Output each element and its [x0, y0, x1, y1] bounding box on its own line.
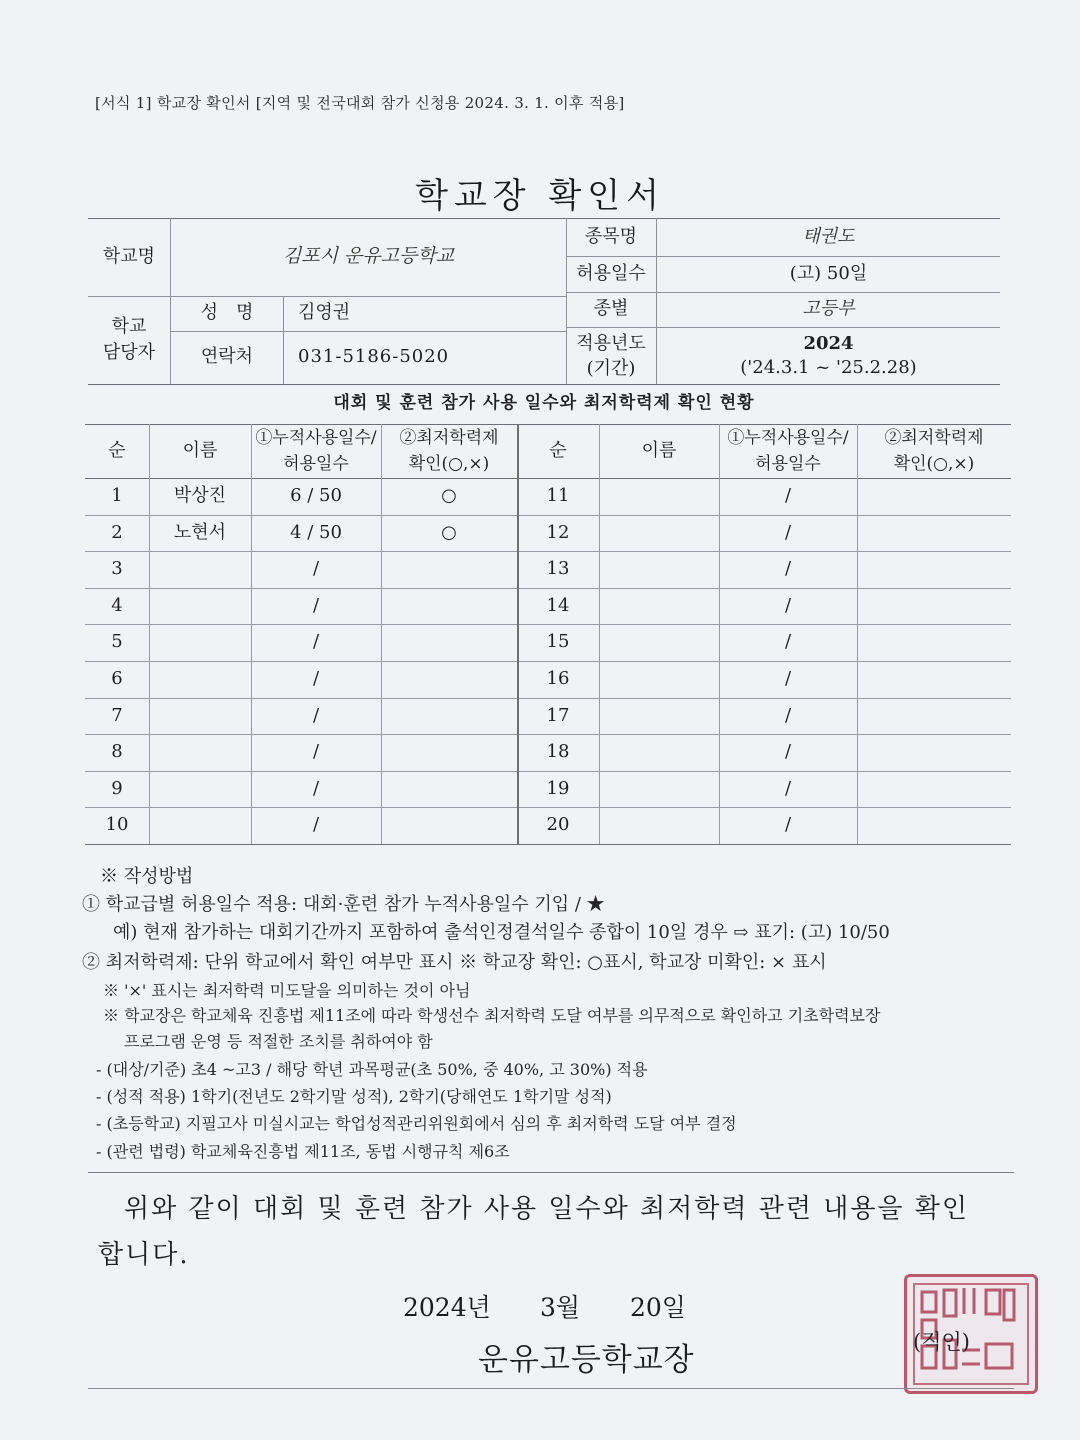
student-name [149, 551, 251, 588]
event-value: 태권도 [802, 225, 855, 247]
row-number: 15 [546, 631, 570, 653]
student-name [599, 515, 719, 552]
manager-label: 학교 [111, 315, 147, 337]
header-days-line1: ①누적사용일수/ [255, 428, 377, 449]
student-name [599, 661, 719, 698]
note-line: 예) 현재 참가하는 대회기간까지 포함하여 출석인정결석일수 종합이 10일 경우 ⇨ 표기: (고) 10/50 [113, 922, 890, 943]
allowed-days-label: 허용일수 [576, 262, 646, 284]
notes-divider [88, 1172, 1014, 1173]
row-number: 19 [546, 777, 570, 799]
min-academic-check [857, 771, 1011, 808]
cumulative-days: / [312, 594, 320, 616]
note-line: - (초등학교) 지필고사 미실시교는 학업성적관리위원회에서 심의 후 최저학력 도달 여부 결정 [96, 1114, 737, 1133]
student-name: 박상진 [173, 485, 227, 507]
date-day: 20일 [630, 1293, 686, 1322]
row-number: 1 [111, 485, 123, 507]
min-academic-check: ○ [441, 521, 457, 543]
note-line: 프로그램 운영 등 적절한 조치를 취하여야 함 [124, 1032, 433, 1051]
contact-value: 031-5186-5020 [298, 346, 450, 368]
name-value: 김영권 [298, 302, 351, 324]
row-number: 7 [111, 704, 123, 726]
min-academic-check [857, 661, 1011, 698]
header-days-line2: 허용일수 [755, 454, 821, 475]
usage-table [85, 424, 1011, 844]
allowed-days-value: (고) 50일 [789, 262, 868, 284]
confirmation-text-cont: 합니다. [98, 1240, 190, 1270]
cumulative-days: / [784, 521, 792, 543]
cumulative-days: / [784, 814, 792, 836]
row-number: 6 [111, 668, 123, 690]
min-academic-check [381, 734, 517, 771]
section-title: 대회 및 훈련 참가 사용 일수와 최저학력제 확인 현황 [333, 393, 755, 414]
header-days [251, 426, 381, 478]
document-title: 학교장 확인서 [415, 176, 665, 216]
contact-label: 연락처 [200, 346, 254, 368]
notes-heading: ※ 작성방법 [100, 866, 194, 887]
cumulative-days: / [784, 594, 792, 616]
school-name-value: 김포시 운유고등학교 [282, 245, 455, 268]
cumulative-days: / [312, 631, 320, 653]
student-name [599, 624, 719, 661]
student-name [599, 551, 719, 588]
division-value: 고등부 [802, 298, 855, 320]
year-value: 2024 [803, 332, 854, 354]
header-check-line1: ②최저학력제 [399, 428, 499, 449]
header-check [381, 426, 517, 478]
division-label: 종별 [593, 298, 629, 320]
min-academic-check [857, 698, 1011, 735]
cumulative-days: / [312, 704, 320, 726]
min-academic-check [381, 771, 517, 808]
min-academic-check [381, 624, 517, 661]
cumulative-days: / [784, 777, 792, 799]
min-academic-check [857, 588, 1011, 625]
min-academic-check [857, 551, 1011, 588]
row-number: 9 [111, 777, 123, 799]
row-number: 5 [111, 631, 123, 653]
cumulative-days: / [312, 777, 320, 799]
student-name [599, 698, 719, 735]
table-row-border [85, 844, 1011, 845]
cumulative-days: / [312, 558, 320, 580]
period-value: ('24.3.1 ~ '25.2.28) [740, 356, 917, 378]
min-academic-check: ○ [441, 485, 457, 507]
header-no: 순 [549, 439, 567, 461]
student-name [599, 588, 719, 625]
row-number: 4 [111, 594, 123, 616]
min-academic-check [857, 478, 1011, 515]
header-check-line2: 확인(○,×) [893, 454, 975, 475]
school-name-label: 학교명 [102, 245, 156, 267]
row-number: 20 [546, 814, 570, 836]
student-name [599, 771, 719, 808]
student-name [149, 588, 251, 625]
manager-label: 담당자 [102, 341, 156, 363]
header-check-line1: ②최저학력제 [884, 428, 984, 449]
row-number: 10 [105, 814, 129, 836]
note-line: ※ 학교장은 학교체육 진흥법 제11조에 따라 학생선수 최저학력 도달 여부를 의무적으로 확인하고 기초학력보장 [103, 1006, 881, 1025]
header-name: 이름 [182, 439, 218, 461]
cumulative-days: / [784, 668, 792, 690]
event-label: 종목명 [584, 225, 638, 247]
row-number: 2 [111, 521, 123, 543]
cumulative-days: / [784, 485, 792, 507]
student-name [149, 734, 251, 771]
note-line: ※ '×' 표시는 최저학력 미도달을 의미하는 것이 아님 [103, 981, 471, 1000]
row-number: 16 [546, 668, 570, 690]
row-number: 14 [546, 594, 570, 616]
note-line: ① 학교급별 허용일수 적용: 대회·훈련 참가 누적사용일수 기입 / ★ [82, 894, 605, 915]
min-academic-check [381, 551, 517, 588]
student-name [149, 624, 251, 661]
principal-title: 운유고등학교장 [478, 1342, 695, 1378]
table-top-border [85, 424, 1011, 425]
cumulative-days: 6 / 50 [290, 485, 342, 507]
form-label: [서식 1] 학교장 확인서 [지역 및 전국대회 참가 신청용 2024. 3. 1. 이후 적용] [95, 94, 625, 112]
bottom-divider [88, 1388, 1014, 1389]
cumulative-days: / [784, 704, 792, 726]
date-year: 2024년 [403, 1293, 491, 1322]
min-academic-check [857, 624, 1011, 661]
cumulative-days: / [784, 558, 792, 580]
row-number: 13 [546, 558, 570, 580]
min-academic-check [857, 807, 1011, 844]
cumulative-days: / [784, 741, 792, 763]
min-academic-check [857, 734, 1011, 771]
min-academic-check [381, 661, 517, 698]
date-month: 3월 [540, 1293, 581, 1322]
row-number: 12 [546, 521, 570, 543]
min-academic-check [381, 698, 517, 735]
header-days-line2: 허용일수 [283, 454, 349, 475]
student-name [599, 734, 719, 771]
header-days [719, 426, 857, 478]
header-name: 이름 [641, 439, 677, 461]
cumulative-days: 4 / 50 [290, 521, 342, 543]
cumulative-days: / [784, 631, 792, 653]
year-label: 적용년도 [576, 332, 646, 354]
row-number: 11 [546, 485, 570, 507]
stamp-mark: (직인) [913, 1330, 970, 1354]
student-name [149, 771, 251, 808]
header-days-line1: ①누적사용일수/ [727, 428, 849, 449]
info-line [566, 327, 1000, 328]
student-name [149, 698, 251, 735]
info-bottom-border [88, 384, 1000, 385]
row-number: 18 [546, 741, 570, 763]
student-name [149, 807, 251, 844]
student-name [149, 661, 251, 698]
row-number: 17 [546, 704, 570, 726]
row-number: 3 [111, 558, 123, 580]
year-label: (기간) [586, 357, 636, 379]
min-academic-check [857, 515, 1011, 552]
name-label: 성 명 [200, 302, 254, 324]
cumulative-days: / [312, 814, 320, 836]
cumulative-days: / [312, 741, 320, 763]
min-academic-check [381, 588, 517, 625]
note-line: - (대상/기준) 초4 ~고3 / 해당 학년 과목평균(초 50%, 중 40%, 고 30%) 적용 [96, 1060, 648, 1079]
row-number: 8 [111, 741, 123, 763]
cumulative-days: / [312, 668, 320, 690]
student-name: 노현서 [173, 521, 227, 543]
note-line: - (성적 적용) 1학기(전년도 2학기말 성적), 2학기(당해연도 1학기말 성적) [96, 1087, 612, 1106]
student-name [599, 807, 719, 844]
note-line: ② 최저학력제: 단위 학교에서 확인 여부만 표시 ※ 학교장 확인: ○표시, 학교장 미확인: × 표시 [82, 952, 827, 973]
note-line: - (관련 법령) 학교체육진흥법 제11조, 동법 시행규칙 제6조 [96, 1142, 510, 1161]
header-check [857, 426, 1011, 478]
header-check-line2: 확인(○,×) [408, 454, 490, 475]
student-name [599, 478, 719, 515]
confirmation-text: 위와 같이 대회 및 훈련 참가 사용 일수와 최저학력 관련 내용을 확인 [124, 1194, 970, 1224]
min-academic-check [381, 807, 517, 844]
header-no: 순 [108, 439, 126, 461]
